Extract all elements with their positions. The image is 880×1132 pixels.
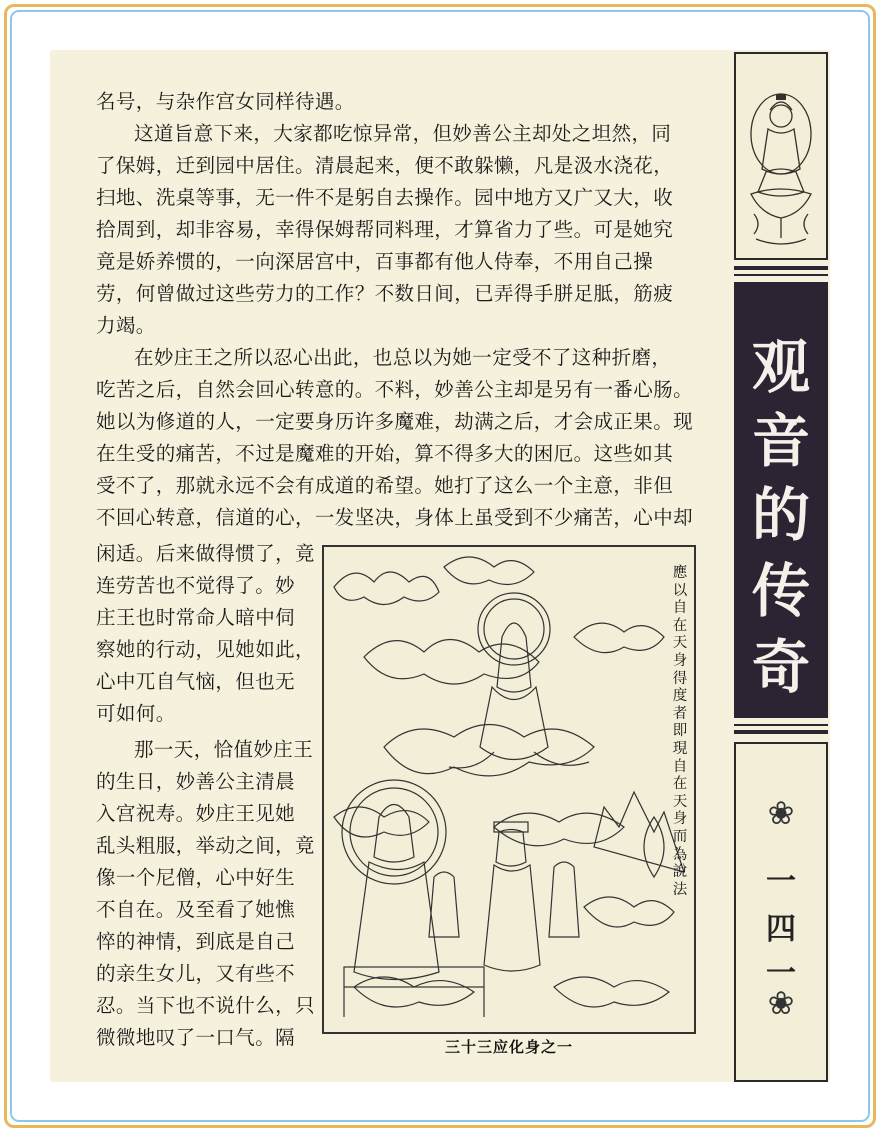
book-title-char: 音 (751, 407, 810, 475)
sidebar-divider (734, 274, 828, 276)
book-title-char: 观 (751, 333, 810, 401)
column-line: 连劳苦也不觉得了。妙 (96, 574, 296, 597)
illustration (322, 545, 696, 1034)
column-line: 闲适。后来做得惯了，竟 (96, 542, 315, 565)
sidebar-top-panel (734, 52, 828, 260)
book-title-char: 传 (751, 557, 810, 625)
flower-ornament-icon: ❀ (767, 794, 795, 832)
sidebar-divider (734, 724, 828, 726)
illustration-drawing (324, 547, 694, 1032)
text-line: 名号，与杂作宫女同样待遇。 (96, 90, 355, 113)
illustration-caption: 三十三应化身之一 (444, 1038, 573, 1056)
page-number-char: 四 (766, 912, 796, 947)
column-line: 那一天，恰值妙庄王 (134, 738, 314, 761)
column-line: 可如何。 (96, 702, 176, 725)
column-line: 乱头粗服，举动之间，竟 (96, 834, 315, 857)
page-number-char: 一 (766, 864, 796, 899)
text-line: 不回心转意，信道的心，一发坚决，身体上虽受到不少痛苦，心中却 (96, 506, 694, 529)
text-line: 受不了，那就永远不会有成道的希望。她打了这么一个主意，非但 (96, 474, 674, 497)
page-number-panel (734, 742, 828, 1082)
text-line: 拾周到，却非容易，幸得保姆帮同料理，才算省力了些。可是她究 (96, 218, 674, 241)
column-line: 察她的行动，见她如此， (96, 638, 315, 661)
sidebar-divider (734, 266, 828, 270)
text-line: 扫地、洗桌等事，无一件不是躬自去操作。园中地方又广又大，收 (96, 186, 674, 209)
text-line: 在妙庄王之所以忍心出此，也总以为她一定受不了这种折磨， (134, 346, 672, 369)
column-line: 心中兀自气恼，但也无 (96, 670, 296, 693)
flower-ornament-icon: ❀ (767, 984, 795, 1022)
text-line: 了保姆，迁到园中居住。清晨起来，便不敢躲懒，凡是汲水浇花， (96, 154, 674, 177)
column-line: 庄王也时常命人暗中伺 (96, 606, 296, 629)
text-line: 力竭。 (96, 314, 156, 337)
text-line: 劳，何曾做过这些劳力的工作？不数日间，已弄得手胼足胝，筋疲 (96, 282, 674, 305)
book-title-char: 的 (751, 481, 810, 549)
column-line: 忍。当下也不说什么，只 (96, 994, 315, 1017)
book-title-panel (734, 282, 828, 718)
illustration-inscription: 應以自在天身得度者即現自在天身而為說法 (672, 565, 688, 898)
column-line: 像一个尼僧，心中好生 (96, 866, 296, 889)
text-line: 这道旨意下来，大家都吃惊异常，但妙善公主却处之坦然，同 (134, 122, 672, 145)
text-line: 竟是娇养惯的，一向深居宫中，百事都有他人侍奉，不用自己操 (96, 250, 654, 273)
page-number-char: 一 (766, 956, 796, 991)
column-line: 的亲生女儿，又有些不 (96, 962, 296, 985)
column-line: 悴的神情，到底是自己 (96, 930, 296, 953)
column-line: 不自在。及至看了她憔 (96, 898, 296, 921)
book-title-char: 奇 (751, 633, 810, 701)
column-line: 微微地叹了一口气。隔 (96, 1026, 296, 1049)
sidebar-divider (734, 730, 828, 734)
column-line: 入宫祝寿。妙庄王见她 (96, 802, 296, 825)
text-line: 吃苦之后，自然会回心转意的。不料，妙善公主却是另有一番心肠。 (96, 378, 694, 401)
text-line: 在生受的痛苦，不过是魔难的开始，算不得多大的困厄。这些如其 (96, 442, 674, 465)
guanyin-figure-icon (736, 54, 826, 258)
text-line: 她以为修道的人，一定要身历许多魔难，劫满之后，才会成正果。现 (96, 410, 694, 433)
column-line: 的生日，妙善公主清晨 (96, 770, 296, 793)
